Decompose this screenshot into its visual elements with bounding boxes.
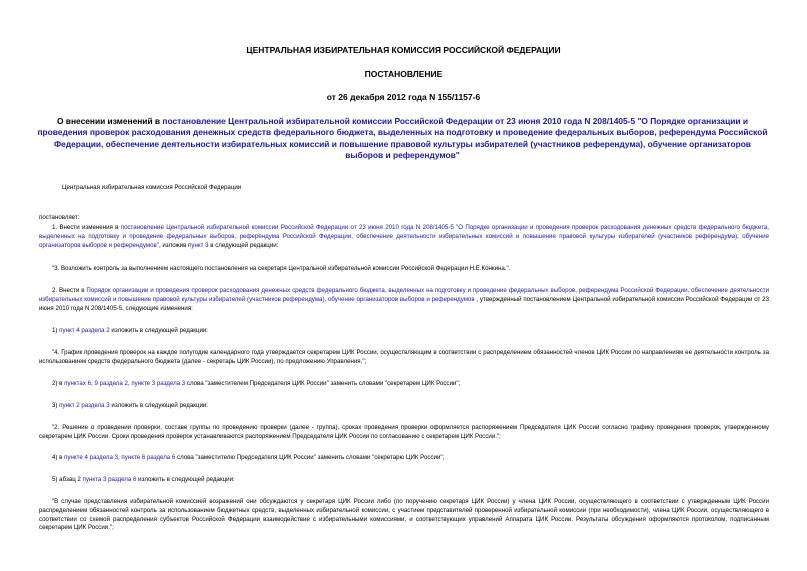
- title-prefix: О внесении изменений в: [56, 116, 163, 126]
- paragraph-2: [39, 287, 769, 313]
- s3-prefix: 3): [52, 402, 60, 409]
- s1-prefix: 1): [52, 327, 60, 334]
- p1-suffix: в следующей редакции:: [208, 241, 279, 249]
- p1-prefix: 1. Внести изменения в: [52, 224, 121, 231]
- s1-suffix: изложить в следующей редакции:: [109, 327, 209, 334]
- org-heading: ЦЕНТРАЛЬНАЯ ИЗБИРАТЕЛЬНАЯ КОМИССИЯ РОССИЙСКОЙ ФЕДЕРАЦИИ: [246, 45, 561, 55]
- p2-procedure-link[interactable]: Порядок организации и проведения проверок расходования денежных средств федерального бюджета, выделенных на подготовку и проведение федеральных выборов, референдума Российской Федерации, обеспечение деятельности избирательных комиссий и повышение правовой культуры избирателей (участников референдума), обучение организаторов выборов и референдумов: [39, 287, 770, 303]
- s4-prefix: 4) в: [52, 454, 65, 461]
- s3-link[interactable]: пункт 2 раздела 3: [59, 402, 110, 409]
- quote-4: "В случае представления избирательной комиссией возражений они обсуждаются у секретаря ЦИК России либо (по поручению секретаря ЦИК России) у члена ЦИК России, осуществляющего в соответствии с утвержденным ЦИК России распределением обязанностей контроль за использованием бюджетных средств, выделенных избирательной комиссии, с участием представителей проверенной избирательной комиссии (при необходимости), члена ЦИК России, осуществляющего в соответствии со схемой распределения субъектов Российской Федерации взаимодействие с избирательными комиссиями, и соответствующих управлений Аппарата ЦИК России. Результаты обсуждения оформляются протоколом, подписанным секретарем ЦИК России.";: [39, 498, 769, 532]
- s5-link[interactable]: пункта 3 раздела 6: [82, 476, 137, 483]
- document-title: [34, 116, 771, 162]
- p2-prefix: 2. Внести в: [52, 287, 87, 294]
- subpoint-2: [52, 380, 460, 389]
- s5-prefix: 5) абзац 2: [52, 476, 83, 483]
- intro-text: Центральная избирательная комиссия Российской Федерации: [62, 184, 242, 191]
- doc-type-heading: ПОСТАНОВЛЕНИЕ: [364, 69, 443, 79]
- subpoint-3: [52, 402, 208, 411]
- p1-point3-link[interactable]: пункт 3: [188, 241, 209, 249]
- decrees-text: постановляет:: [39, 214, 80, 221]
- quote-1: "3. Возложить контроль за выполнением настоящего постановления на секретаря Центральной избирательной комиссии Российской Федерации Н.Е.Конкина.".: [52, 265, 511, 272]
- subpoint-4: [52, 454, 444, 463]
- p1-decree-link[interactable]: постановление Центральной избирательной комиссии Российской Федерации от 23 июня 2010 года N 208/1405-5 "О Порядке организации и проведения проверок расходования денежных средств федерального бюджета, выделенных на подготовку и проведение федеральных выборов, референдума Российской Федерации, обеспечение деятельности избирательных комиссий и повышение правовой культуры избирателей (участников референдума), обучение организаторов выборов и референдумов": [39, 224, 769, 249]
- s1-link[interactable]: пункт 4 раздела 2: [59, 327, 110, 334]
- s2-suffix: слова "заместителем Председателя ЦИК России" заменить словами "секретарем ЦИК России";: [185, 380, 461, 387]
- doc-date-number: от 26 декабря 2012 года N 155/1157-6: [326, 92, 481, 102]
- p1-mid: , изложив: [158, 241, 189, 249]
- s2-prefix: 2) в: [52, 380, 65, 387]
- s4-suffix: слова "заместителю Председателя ЦИК России" заменить словами "секретарю ЦИК России";: [175, 454, 445, 461]
- subpoint-5: [52, 476, 235, 485]
- s2-link[interactable]: пунктах 6, 9 раздела 2, пункте 3 раздела 3: [64, 380, 186, 387]
- subpoint-1: [52, 327, 208, 336]
- title-decree-link[interactable]: постановление Центральной избирательной комиссии Российской Федерации от 23 июня 2010 года N 208/1405-5 "О Порядке организации и проведения проверок расходования денежных средств федерального бюджета, выделенных на подготовку и проведение федеральных выборов, референдума Российской Федерации, обеспечение деятельности избирательных комиссий и повышение правовой культуры избирателей (участников референдума), обучение организаторов выборов и референдумов": [37, 116, 768, 161]
- quote-3: "2. Решение о проведении проверки, составе группы по проведению проверки (далее - группа), сроках проведения проверки оформляется распоряжением Председателя ЦИК России согласно графику проведения проверок, утвержденному секретарем ЦИК России. Сроки проведения проверок устанавливаются распоряжением Председателя ЦИК России по согласованию с секретарем ЦИК России.";: [39, 424, 769, 440]
- p2-suffix: , утвержденный постановлением Центральной избирательной комиссии Российской Федерации от 23 июня 2010 года N 208/1405-5, следующие изменения:: [39, 295, 769, 312]
- quote-2: "4. График проведения проверок на каждое полугодие календарного года утверждается секретарем ЦИК России, осуществляющим в соответствии с распределением обязанностей членов ЦИК России по направлениям ее деятельности контроль за использованием средств федерального бюджета (далее - секретарь ЦИК России), по предложению Управления.";: [39, 349, 769, 365]
- s4-link[interactable]: пункте 4 раздела 3, пункте 6 раздела 6: [64, 454, 176, 461]
- s5-suffix: изложить в следующей редакции:: [136, 476, 235, 483]
- s3-suffix: изложить в следующей редакции:: [109, 402, 209, 409]
- paragraph-1: [39, 224, 769, 250]
